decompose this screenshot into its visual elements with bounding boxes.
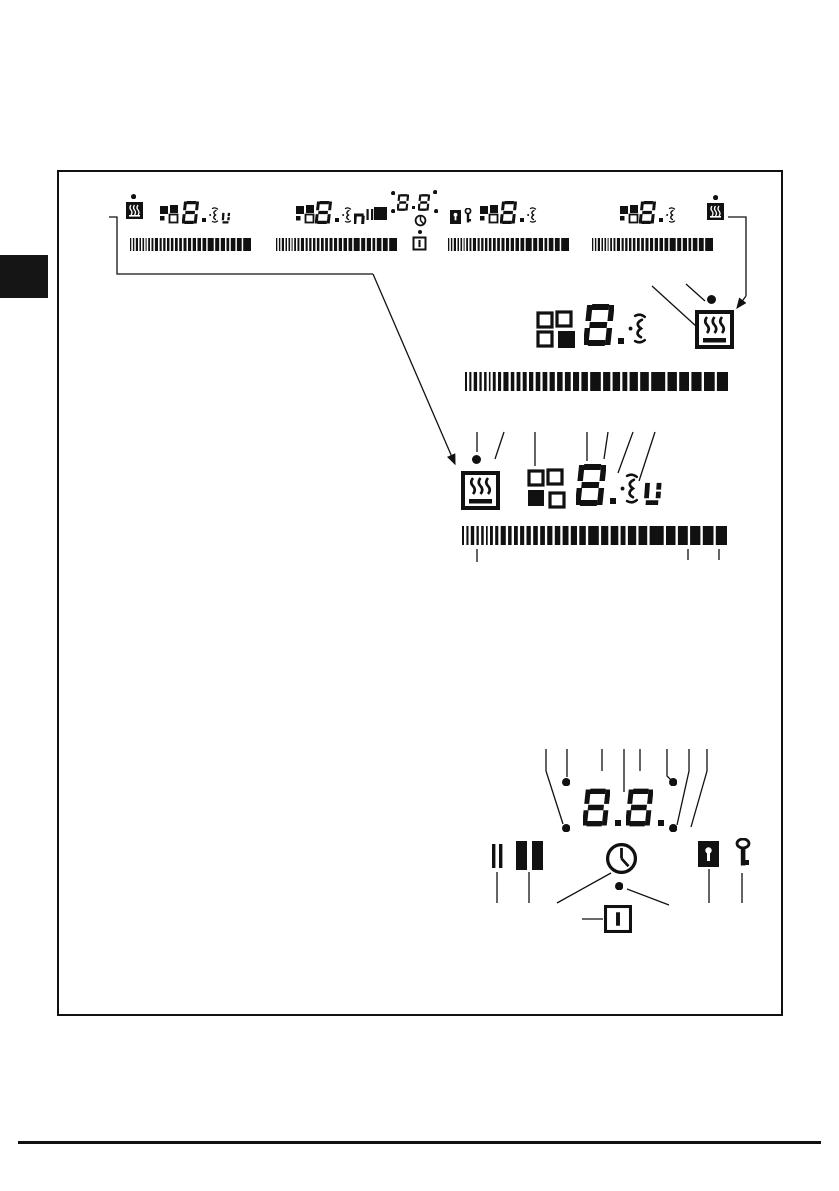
detail-timer-dot-tr bbox=[669, 778, 677, 786]
zone4-power-bar bbox=[592, 238, 713, 251]
zone3-power-bar bbox=[448, 238, 569, 251]
detail-timer-dot-bl bbox=[562, 824, 570, 832]
detail-middle-residual-heat-icon bbox=[461, 471, 500, 510]
detail-timer-dot-tl bbox=[562, 778, 570, 786]
clock-icon-large bbox=[606, 843, 637, 874]
zone3-display bbox=[500, 201, 537, 224]
detail-middle-active-dot bbox=[472, 455, 481, 464]
detail-middle-position-icon bbox=[527, 468, 575, 516]
pause-icon bbox=[491, 844, 503, 868]
zone2-display bbox=[315, 201, 366, 224]
key-icon-large bbox=[735, 838, 752, 872]
detail-upper-active-dot bbox=[707, 295, 716, 304]
detail-upper-residual-heat-icon bbox=[695, 310, 734, 349]
zone2-power-bar bbox=[276, 238, 397, 251]
detail-upper-position-icon bbox=[536, 308, 584, 356]
clock-icon bbox=[414, 214, 427, 227]
detail-upper-power-bar bbox=[465, 372, 728, 391]
power-box-icon bbox=[412, 236, 427, 251]
zone2-square-icon bbox=[374, 207, 387, 220]
zone1-display bbox=[182, 201, 231, 224]
zone2-position-icon bbox=[296, 205, 316, 225]
zone1-position-icon bbox=[160, 205, 180, 225]
detail-timer-display bbox=[583, 787, 665, 828]
zone4-residual-heat-icon bbox=[707, 203, 724, 220]
timer-mini-display bbox=[397, 194, 430, 211]
zone3-position-icon bbox=[480, 205, 500, 225]
detail-middle-power-bar bbox=[462, 526, 727, 545]
detail-middle-display bbox=[576, 464, 663, 506]
timer-dot-bl bbox=[391, 209, 395, 213]
timer-dot-br bbox=[434, 209, 438, 213]
zone1-residual-heat-icon bbox=[126, 202, 143, 219]
zone4-active-dot bbox=[713, 195, 718, 200]
zone4-position-icon bbox=[620, 205, 640, 225]
zone3-key-icon bbox=[464, 208, 473, 224]
zone4-display bbox=[639, 201, 676, 224]
detail-timer-dot-br bbox=[669, 824, 677, 832]
detail-upper-display bbox=[584, 304, 648, 346]
zone1-power-bar bbox=[130, 238, 251, 251]
timer-dot-tl bbox=[391, 191, 395, 195]
zone3-lock-icon bbox=[450, 210, 461, 224]
zone2-pause-icon bbox=[366, 209, 374, 220]
zone1-active-dot bbox=[131, 194, 136, 199]
detail-timer-indicator-dot bbox=[615, 882, 623, 890]
lock-icon-large bbox=[698, 841, 719, 867]
power-box-icon-large bbox=[604, 905, 632, 933]
timer-dot-tr bbox=[433, 190, 437, 194]
double-bar-icon bbox=[516, 841, 543, 870]
timer-indicator-dot bbox=[418, 230, 422, 234]
